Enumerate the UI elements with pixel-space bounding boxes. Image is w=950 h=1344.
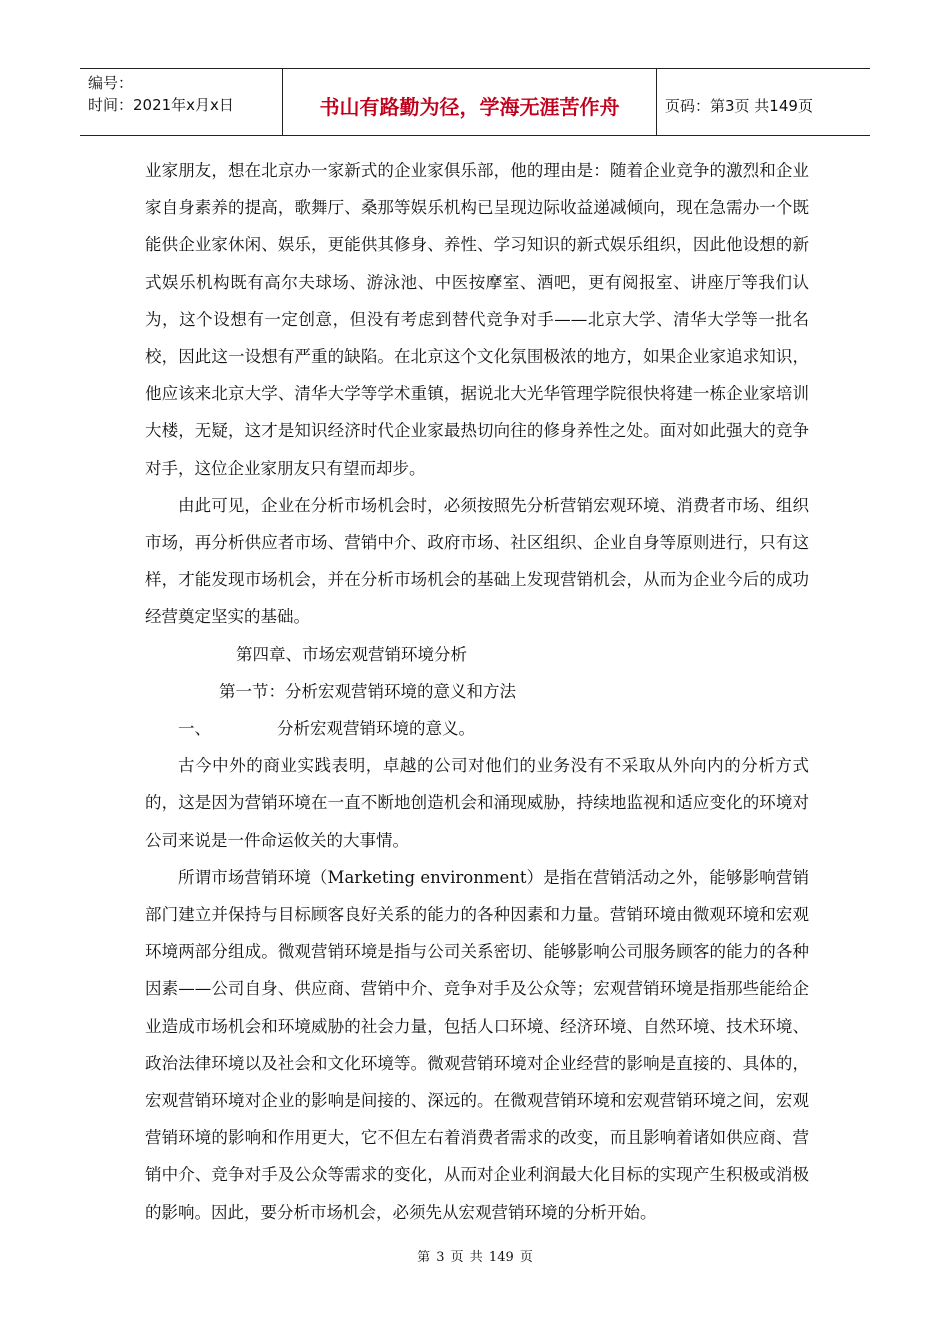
chapter-heading: 第四章、市场宏观营销环境分析 (236, 644, 467, 664)
header-page-label: 页码：第3页 共149页 (665, 96, 813, 115)
page-footer: 第 3 页 共 149 页 (417, 1250, 533, 1265)
serial-label: 编号： (88, 74, 134, 92)
header-motto: 书山有路勤为径，学海无涯苦作舟 (282, 69, 657, 135)
page-header (80, 68, 870, 136)
list-number: 一、 (178, 719, 211, 739)
header-meta (80, 69, 282, 135)
time-label: 时间：2021年x月x日 (88, 96, 234, 114)
list-heading (145, 710, 809, 747)
body-paragraph: 古今中外的商业实践表明，卓越的公司对他们的业务没有不采取从外向内的分析方式的，这是因为营销环境在一直不断地创造机会和涌现威胁，持续地监视和适应变化的环境对公司来说是一件命运攸关的大事情。 (145, 756, 809, 850)
body-paragraph: 业家朋友，想在北京办一家新式的企业家俱乐部，他的理由是：随着企业竞争的激烈和企业家自身素养的提高，歌舞厅、桑那等娱乐机构已呈现边际收益递减倾向，现在急需办一个既能供企业家休闲、娱乐，更能供其修身、养性、学习知识的新式娱乐组织，因此他设想的新式娱乐机构既有高尔夫球场、游泳池、中医按摩室、酒吧，更有阅报室、讲座厅等我们认为，这个设想有一定创意，但没有考虑到替代竞争对手——北京大学、清华大学等一批名校，因此这一设想有严重的缺陷。在北京这个文化氛围极浓的地方，如果企业家追求知识，他应该来北京大学、清华大学等学术重镇，据说北大光华管理学院很快将建一栋企业家培训大楼，无疑，这才是知识经济时代企业家最热切向往的修身养性之处。面对如此强大的竞争对手，这位企业家朋友只有望而却步。 (145, 161, 809, 478)
document-body (145, 152, 809, 1231)
body-paragraph: 由此可见，企业在分析市场机会时，必须按照先分析营销宏观环境、消费者市场、组织市场，再分析供应者市场、营销中介、政府市场、社区组织、企业自身等原则进行，只有这样，才能发现市场机会，并在分析市场机会的基础上发现营销机会，从而为企业今后的成功经营奠定坚实的基础。 (145, 495, 809, 627)
body-paragraph: 所谓市场营销环境（Marketing environment）是指在营销活动之外，能够影响营销部门建立并保持与目标顾客良好关系的能力的各种因素和力量。营销环境由微观环境和宏观环境两部分组成。微观营销环境是指与公司关系密切、能够影响公司服务顾客的能力的各种因素——公司自身、供应商、营销中介、竞争对手及公众等；宏观营销环境是指那些能给企业造成市场机会和环境威胁的社会力量，包括人口环境、经济环境、自然环境、技术环境、政治法律环境以及社会和文化环境等。微观营销环境对企业经营的影响是直接的、具体的，宏观营销环境对企业的影响是间接的、深远的。在微观营销环境和宏观营销环境之间，宏观营销环境的影响和作用更大，它不但左右着消费者需求的改变，而且影响着诸如供应商、营销中介、竞争对手及公众等需求的变化，从而对企业利润最大化目标的实现产生积极或消极的影响。因此，要分析市场机会，必须先从宏观营销环境的分析开始。 (145, 867, 809, 1222)
section-heading: 第一节：分析宏观营销环境的意义和方法 (219, 681, 516, 701)
list-heading-text: 分析宏观营销环境的意义。 (277, 719, 475, 739)
